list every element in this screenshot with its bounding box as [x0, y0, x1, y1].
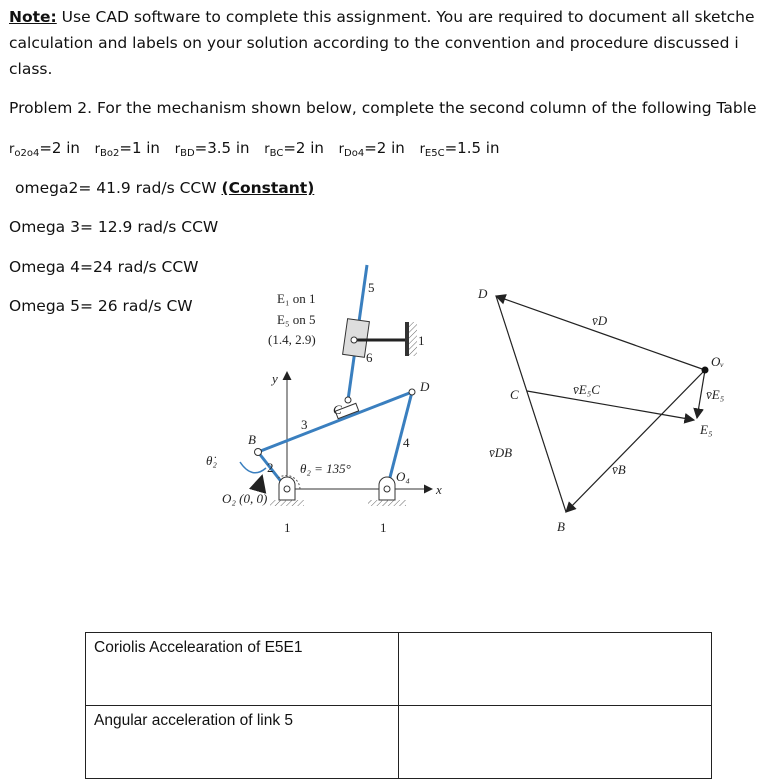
table-cell-label: Coriolis Accelearation of E5E1 [86, 633, 399, 706]
label-link6: 6 [366, 350, 373, 365]
label-link2: 2 [267, 460, 274, 475]
omega2-text: omega2= 41.9 rad/s CCW [15, 179, 217, 197]
note-line-3: class. [9, 60, 53, 78]
ground-o2-hatch [270, 500, 304, 506]
omega4-line: Omega 4=24 rad/s CCW [9, 258, 199, 276]
label-y: y [272, 371, 278, 386]
label-o4: O₄ [396, 469, 410, 484]
label-theta2: θ₂ = 135° [300, 461, 351, 476]
table-row [86, 706, 712, 779]
table-row [86, 633, 712, 706]
vector-vd [496, 296, 705, 370]
link-3 [258, 392, 412, 452]
label-ground-1c: 1 [380, 520, 387, 535]
label-ground-1b: 1 [284, 520, 291, 535]
vector-ve5c [527, 391, 694, 420]
table-cell-answer[interactable] [399, 633, 712, 706]
joint-o4 [384, 486, 390, 492]
constant-label: (Constant) [221, 179, 315, 197]
length-do4: $r_{Do4}=2$ in [338, 139, 405, 159]
table-cell-label: Angular acceleration of link 5 [86, 706, 399, 779]
label-link3: 3 [301, 417, 308, 432]
label-vp-e5: E₅ [700, 422, 713, 437]
label-vp-ve5c: v̄E₅C [573, 382, 600, 397]
label-vp-b: B [557, 519, 565, 534]
joint-e [351, 337, 357, 343]
label-x: x [436, 482, 442, 497]
omega5-line: Omega 5= 26 rad/s CW [9, 297, 193, 315]
note-label: Note: [9, 8, 57, 26]
length-bo2: $r_{Bo2}=1$ in [94, 139, 160, 159]
velocity-polygon [496, 296, 709, 512]
joint-o2 [284, 486, 290, 492]
length-o2o4: $r_{o2o4}=2$ in [9, 139, 80, 159]
label-vp-ov: Oᵥ [711, 354, 725, 369]
label-link4: 4 [403, 435, 410, 450]
vector-vdb [496, 296, 566, 512]
label-b: B [248, 432, 256, 447]
ground-o4-hatch [368, 500, 406, 506]
joint-b [255, 449, 262, 456]
joint-c [345, 397, 351, 403]
label-vp-ve5: v̄E₅ [706, 387, 725, 402]
label-c: C [333, 402, 342, 417]
label-d: D [420, 379, 430, 394]
ground-wall-hatch [409, 322, 417, 356]
label-vp-c: C [510, 387, 519, 402]
label-coord: (1.4, 2.9) [268, 332, 316, 347]
length-e5c: $r_{E5C}=1.5$ in [419, 139, 500, 159]
length-bd: $r_{BD}=3.5$ in [174, 139, 250, 159]
table-cell-answer[interactable] [399, 706, 712, 779]
omega3-line: Omega 3= 12.9 rad/s CCW [9, 218, 219, 236]
label-o2: O₂ (0, 0) [222, 491, 268, 506]
omega2-arc [240, 462, 266, 473]
label-e5: E₅ on 5 [277, 312, 316, 327]
joint-d [409, 389, 415, 395]
note-text-1: Use CAD software to complete this assignment. You are required to document all sketche [56, 8, 755, 26]
label-vp-d: D [478, 286, 488, 301]
omega2-arrow [258, 476, 262, 490]
problem-statement: Problem 2. For the mechanism shown below, complete the second column of the following Table [9, 99, 757, 117]
ground-wall [405, 322, 409, 356]
label-link5: 5 [368, 280, 375, 295]
label-e1: E₁ on 1 [277, 291, 316, 306]
label-theta2dot: θ̇₂ [206, 453, 217, 468]
label-vp-vb: v̄B [612, 462, 626, 477]
length-bc: $r_{BC}=2$ in [264, 139, 324, 159]
answer-table [85, 632, 712, 779]
note-line-2: calculation and labels on your solution according to the convention and procedure discussed i [9, 34, 739, 52]
label-vp-vd: v̄D [592, 313, 608, 328]
label-vp-vdb: v̄DB [489, 445, 513, 460]
label-ground-1a: 1 [418, 333, 425, 348]
origin-ov [702, 367, 709, 374]
